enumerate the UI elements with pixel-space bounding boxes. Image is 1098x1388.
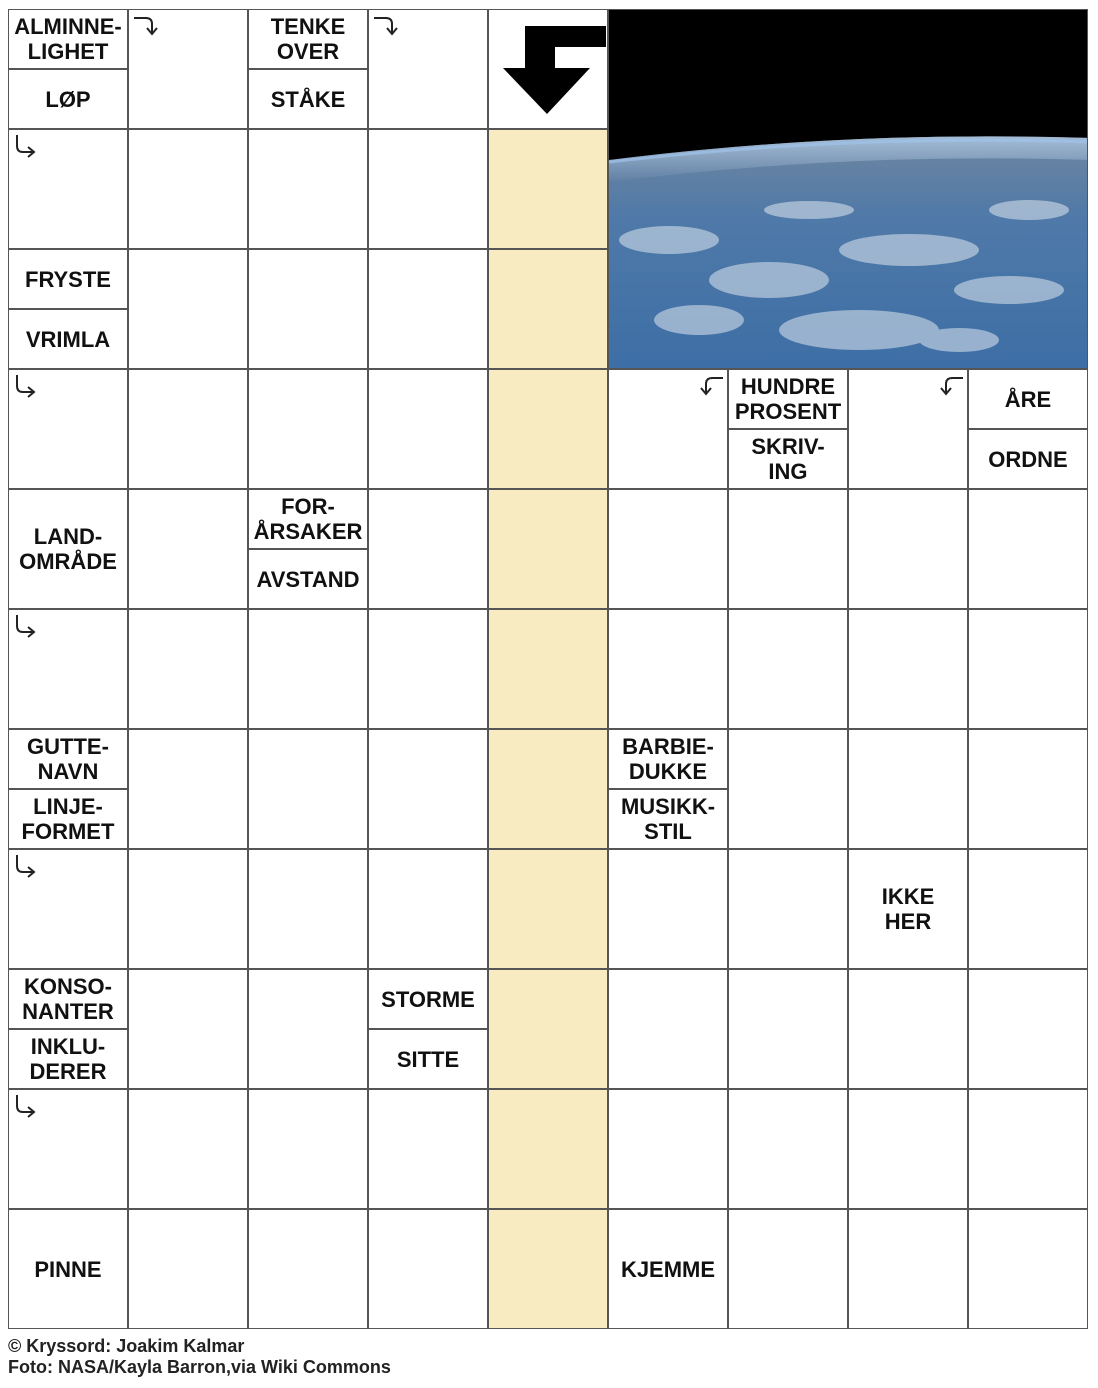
answer-cell[interactable] <box>968 489 1088 609</box>
answer-cell[interactable] <box>968 969 1088 1089</box>
answer-cell[interactable] <box>608 609 728 729</box>
answer-cell[interactable] <box>368 369 488 489</box>
clue-hundre-prosent: HUNDRE PROSENT <box>728 369 848 429</box>
answer-cell[interactable] <box>848 1089 968 1209</box>
answer-cell[interactable] <box>848 1209 968 1329</box>
photo-credit: Foto: NASA/Kayla Barron,via Wiki Commons <box>8 1357 391 1377</box>
solution-cell[interactable] <box>488 609 608 729</box>
credits <box>8 1336 391 1378</box>
big-arrow-down-icon <box>489 10 606 127</box>
answer-cell[interactable] <box>128 129 248 249</box>
answer-cell[interactable] <box>608 849 728 969</box>
answer-cell[interactable] <box>728 729 848 849</box>
answer-cell[interactable] <box>368 1089 488 1209</box>
answer-cell[interactable] <box>248 609 368 729</box>
clue-stake: STÅKE <box>248 69 368 129</box>
solution-cell[interactable] <box>488 369 608 489</box>
arrow-right-down-icon <box>132 13 158 39</box>
clue-sitte: SITTE <box>368 1029 488 1089</box>
arrow-down-left-icon <box>698 373 724 399</box>
answer-cell[interactable] <box>248 249 368 369</box>
answer-cell[interactable] <box>728 849 848 969</box>
answer-cell[interactable] <box>128 369 248 489</box>
clue-vrimla: VRIMLA <box>8 309 128 369</box>
clue-forarsaker: FOR- ÅRSAKER <box>248 489 368 549</box>
clue-kjemme: KJEMME <box>608 1209 728 1329</box>
solution-cell[interactable] <box>488 1209 608 1329</box>
crossword-credit: © Kryssord: Joakim Kalmar <box>8 1336 245 1356</box>
arrow-down-right-icon <box>12 374 38 400</box>
answer-cell[interactable] <box>968 1209 1088 1329</box>
clue-ikke-her: IKKE HER <box>848 849 968 969</box>
answer-cell[interactable] <box>968 729 1088 849</box>
answer-cell[interactable] <box>128 609 248 729</box>
clue-barbiedukke: BARBIE- DUKKE <box>608 729 728 789</box>
arrow-down-right-icon <box>12 1094 38 1120</box>
earth-from-space-image <box>609 10 1088 369</box>
answer-cell[interactable] <box>248 129 368 249</box>
arrow-down-right-icon <box>12 614 38 640</box>
answer-cell[interactable] <box>248 849 368 969</box>
answer-cell[interactable] <box>728 969 848 1089</box>
clue-storme: STORME <box>368 969 488 1029</box>
answer-cell[interactable] <box>968 849 1088 969</box>
clue-pinne: PINNE <box>8 1209 128 1329</box>
solution-cell[interactable] <box>488 969 608 1089</box>
answer-cell[interactable] <box>128 489 248 609</box>
clue-lop: LØP <box>8 69 128 129</box>
arrow-right-down-icon <box>372 13 398 39</box>
answer-cell[interactable] <box>128 969 248 1089</box>
solution-cell[interactable] <box>488 489 608 609</box>
answer-cell[interactable] <box>848 969 968 1089</box>
solution-cell[interactable] <box>488 249 608 369</box>
clue-avstand: AVSTAND <box>248 549 368 609</box>
clue-landomrade: LAND- OMRÅDE <box>8 489 128 609</box>
answer-cell[interactable] <box>728 1089 848 1209</box>
answer-cell[interactable] <box>128 1089 248 1209</box>
answer-cell[interactable] <box>848 729 968 849</box>
crossword-grid <box>8 9 1088 1329</box>
answer-cell[interactable] <box>728 1209 848 1329</box>
answer-cell[interactable] <box>368 729 488 849</box>
clue-guttenavn: GUTTE- NAVN <box>8 729 128 789</box>
answer-cell[interactable] <box>728 489 848 609</box>
solution-cell[interactable] <box>488 1089 608 1209</box>
answer-cell[interactable] <box>728 609 848 729</box>
answer-cell[interactable] <box>608 969 728 1089</box>
answer-cell[interactable] <box>248 1089 368 1209</box>
answer-cell[interactable] <box>608 489 728 609</box>
answer-cell[interactable] <box>248 969 368 1089</box>
clue-fryste: FRYSTE <box>8 249 128 309</box>
clue-tenke-over: TENKE OVER <box>248 9 368 69</box>
answer-cell[interactable] <box>128 249 248 369</box>
answer-cell[interactable] <box>248 1209 368 1329</box>
answer-cell[interactable] <box>128 849 248 969</box>
answer-cell[interactable] <box>968 609 1088 729</box>
answer-cell[interactable] <box>368 129 488 249</box>
arrow-down-left-icon <box>938 373 964 399</box>
clue-alminnelighet: ALMINNE- LIGHET <box>8 9 128 69</box>
answer-cell[interactable] <box>368 249 488 369</box>
earth-photo <box>608 9 1088 369</box>
arrow-down-right-icon <box>12 134 38 160</box>
answer-cell[interactable] <box>608 1089 728 1209</box>
clue-inkluderer: INKLU- DERER <box>8 1029 128 1089</box>
clue-are: ÅRE <box>968 369 1088 429</box>
answer-cell[interactable] <box>128 1209 248 1329</box>
answer-cell[interactable] <box>848 609 968 729</box>
solution-arrow-cell <box>488 9 608 129</box>
clue-skriving: SKRIV- ING <box>728 429 848 489</box>
answer-cell[interactable] <box>968 1089 1088 1209</box>
answer-cell[interactable] <box>248 369 368 489</box>
solution-cell[interactable] <box>488 729 608 849</box>
answer-cell[interactable] <box>848 489 968 609</box>
solution-cell[interactable] <box>488 129 608 249</box>
answer-cell[interactable] <box>368 609 488 729</box>
clue-konsonanter: KONSO- NANTER <box>8 969 128 1029</box>
answer-cell[interactable] <box>368 849 488 969</box>
answer-cell[interactable] <box>128 729 248 849</box>
answer-cell[interactable] <box>248 729 368 849</box>
arrow-down-right-icon <box>12 854 38 880</box>
solution-cell[interactable] <box>488 849 608 969</box>
clue-linjeformet: LINJE- FORMET <box>8 789 128 849</box>
answer-cell[interactable] <box>368 1209 488 1329</box>
answer-cell[interactable] <box>368 489 488 609</box>
clue-musikkstil: MUSIKK- STIL <box>608 789 728 849</box>
clue-ordne: ORDNE <box>968 429 1088 489</box>
